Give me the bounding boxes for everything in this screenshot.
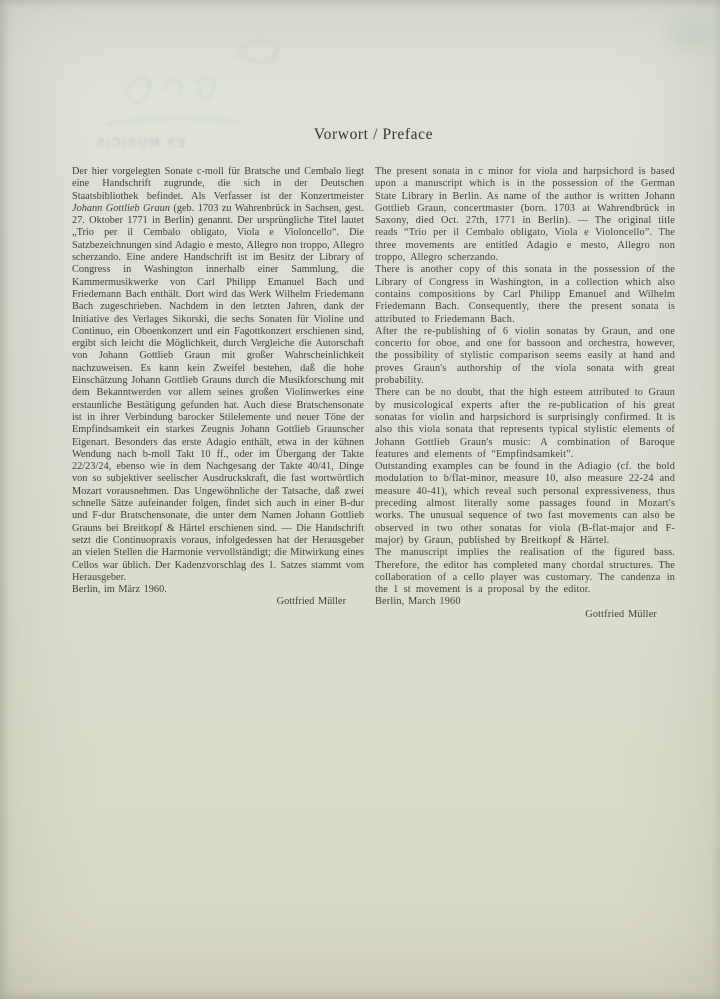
english-column <box>375 166 675 621</box>
german-column <box>72 166 364 609</box>
english-dateline: Berlin, March 1960 <box>375 596 461 608</box>
english-paragraph-5: Outstanding examples can be found in the Adiagio (cf. the bold modulation to b/flat-minor, measure 10, also measure 22-24 and measure 40-41), which reveal such personal expressiveness, thus preceding almost literally some passages found in Mozart's works. The unusual sequence of two fast movements can also be observed in two other sonatas for viola (B-flat-major and F-major) by Graun, published by Breitkopf & Härtel. <box>375 461 675 546</box>
bleedthrough-scribble <box>88 32 318 132</box>
bleedthrough-corner-mark <box>656 8 720 60</box>
english-paragraph-1: The present sonata in c minor for viola and harpsichord is based upon a manuscript which is in the possession of the German State Library in Berlin. As name of the author is written Johann Gottlieb Graun, concertmaster (born. 1703 at Wahrendbrück in Saxony, died Oct. 27th, 1771 in Berlin). — The original title reads “Trio per il Cembalo obligato, Viola e Violoncello”. The three movements are entitled Adagio e mesto, Allegro non troppo, Allegro scherzando. <box>375 166 675 264</box>
author-name-italic: Johann Gottlieb Graun <box>72 202 170 214</box>
english-paragraph-6: The manuscript implies the realisation of the figured bass. Therefore, the editor has completed many chordal structures. The collaboration of a cello player was customary. The candenza in the 1 st movement is a proposal by the editor. <box>375 547 675 596</box>
bleedthrough-stamp: EX MUSICIS <box>95 135 186 150</box>
page-title: Vorwort / Preface <box>313 126 434 143</box>
english-paragraph-2: There is another copy of this sonata in the possession of the Library of Congress in Washington, in a collection which also contains compositions by Carl Philipp Emanuel and Wilhelm Friedemann Bach. Consequently, there the present sonata is attributed to Friedemann Bach. <box>375 264 675 325</box>
english-paragraph-4: There can be no doubt, that the high esteem attributed to Graun by musicological experts after the re-publication of his great sonatas for violin and harpsichord is surprisingly confirmed. It is also this viola sonata that represents typical stylistic elements of Johann Gottlieb Graun's music: A combination of Baroque features and elements of “Empfindsamkeit”. <box>375 387 675 460</box>
german-signature: Gottfried Müller <box>276 596 346 608</box>
german-text-rest: (geb. 1703 zu Wahrenbrück in Sachsen, gest. 27. Oktober 1771 in Berlin) genannt. Der ursprüngliche Titel lautet „Trio per il Cembalo obligato, Viola e Violoncello“. Die Satzbezeichnungen sind Adagio e mesto, Allegro non troppo, Allegro scherzando. Eine andere Handschrift ist im Besitz der Library of Congress in Washington innerhalb einer Sammlung, die Kammermusikwerke von Carl Philipp Emanuel Bach und Friedemann Bach enthält. Dort wird das Werk Wilhelm Friedemann Bach zugeschrieben. Nachdem in den letzten Jahren, dank der Initiative des Verlages Sikorski, die sechs Sonaten für Violine und Continuo, ein Oboenkonzert und ein Fagottkonzert erschienen sind, ergibt sich leicht die Möglichkeit, durch Vergleiche die Autorschaft von Johann Gottlieb Graun mit großer Wahrscheinlichkeit nachzuweisen. Es kann kein Zweifel bestehen, daß die hohe Einschätzung Johann Gottlieb Grauns durch die Musikforschung mit dem Bekanntwerden vor allem seines großen Violinwerkes eine erstaunliche Bestätigung gefunden hat. Auch diese Bratschensonate ist in ihrer Verbindung barocker Stilelemente und neuer Töne der Empfindsamkeit ein starkes Zeugnis Johann Gottlieb Graunscher Eigenart. Besonders das erste Adagio enthält, etwa in der kühnen Wendung nach b-moll Takt 10 ff., oder im Übergang der Takte 22/23/24, ebenso wie in dem Nachgesang der Takte 40/41, Dinge von so subjektiver seelischer Ausdruckskraft, die fast wortwörtlich Mozart vorausnehmen. Das Ungewöhnliche der Tatsache, daß zwei schnelle Sätze aufeinander folgen, findet sich auch in einer B-dur und F-dur Bratschensonate, die unter dem Namen Johann Gottlieb Grauns bei Breitkopf & Härtel erschienen sind. — Die Handschrift setzt die Continuopraxis voraus, infolgedessen hat der Herausgeber an vielen Stellen die Harmonie vervollständigt; die Mitwirkung eines Cellos war üblich. Der Kadenzvorschlag des 1. Satzes stammt vom Herausgeber. <box>72 202 364 583</box>
german-paragraph <box>72 166 364 584</box>
english-paragraph-3: After the re-publishing of 6 violin sonatas by Graun, and one concerto for oboe, and one for bassoon and orchestra, however, the possibility of stylistic comparison seems easily at hand and proves Graun's authorship of the viola sonata with great probability. <box>375 325 675 387</box>
german-dateline: Berlin, im März 1960. <box>72 584 167 596</box>
german-text-lead: Der hier vorgelegten Sonate c-moll für Bratsche und Cembalo liegt eine Handschrift zugrunde, die sich in der Deutschen Staatsbibliothek befindet. Als Verfasser ist der Konzertmeister <box>72 166 364 202</box>
english-signature: Gottfried Müller <box>585 608 657 620</box>
